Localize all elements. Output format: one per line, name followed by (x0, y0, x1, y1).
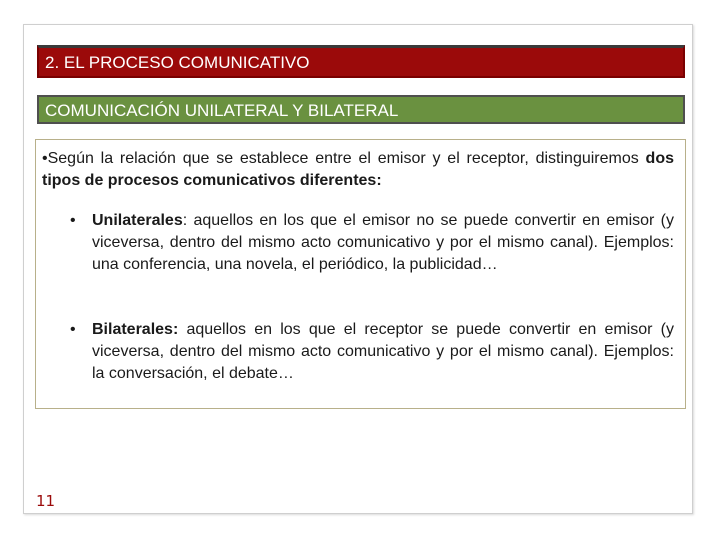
intro-emphasis: dos tipos de procesos comunicativos diferentes: (42, 150, 674, 189)
slide-subtitle (37, 95, 685, 124)
bullet-bilateral (70, 319, 674, 385)
bullet-marker: • (70, 321, 76, 338)
bullet-description: : aquellos en los que el emisor no se puede convertir en emisor (y viceversa, dentro del mismo acto comunicativo y por el mismo canal). Ejemplos: una conferencia, una novela, el periódico, la publicidad… (92, 212, 674, 273)
bullet-text (92, 319, 674, 385)
bullet-term: Unilaterales (92, 212, 183, 229)
slide-subtitle-text: COMUNICACIÓN UNILATERAL Y BILATERAL (45, 101, 399, 120)
bullet-unilateral (70, 210, 674, 276)
slide-title-text: 2. EL PROCESO COMUNICATIVO (45, 53, 310, 72)
bullet-marker: • (70, 212, 76, 229)
bullet-description: aquellos en los que el receptor se puede convertir en emisor (y viceversa, dentro del mismo acto comunicativo y por el mismo canal). Ejemplos: la conversación, el debate… (92, 321, 674, 382)
intro-text: •Según la relación que se establece entre el emisor y el receptor, distinguiremos (42, 150, 646, 167)
intro-paragraph (42, 148, 674, 192)
page-number: 11 (36, 492, 56, 510)
bullet-term: Bilaterales: (92, 321, 179, 338)
slide-title (37, 45, 685, 78)
bullet-text (92, 210, 674, 276)
